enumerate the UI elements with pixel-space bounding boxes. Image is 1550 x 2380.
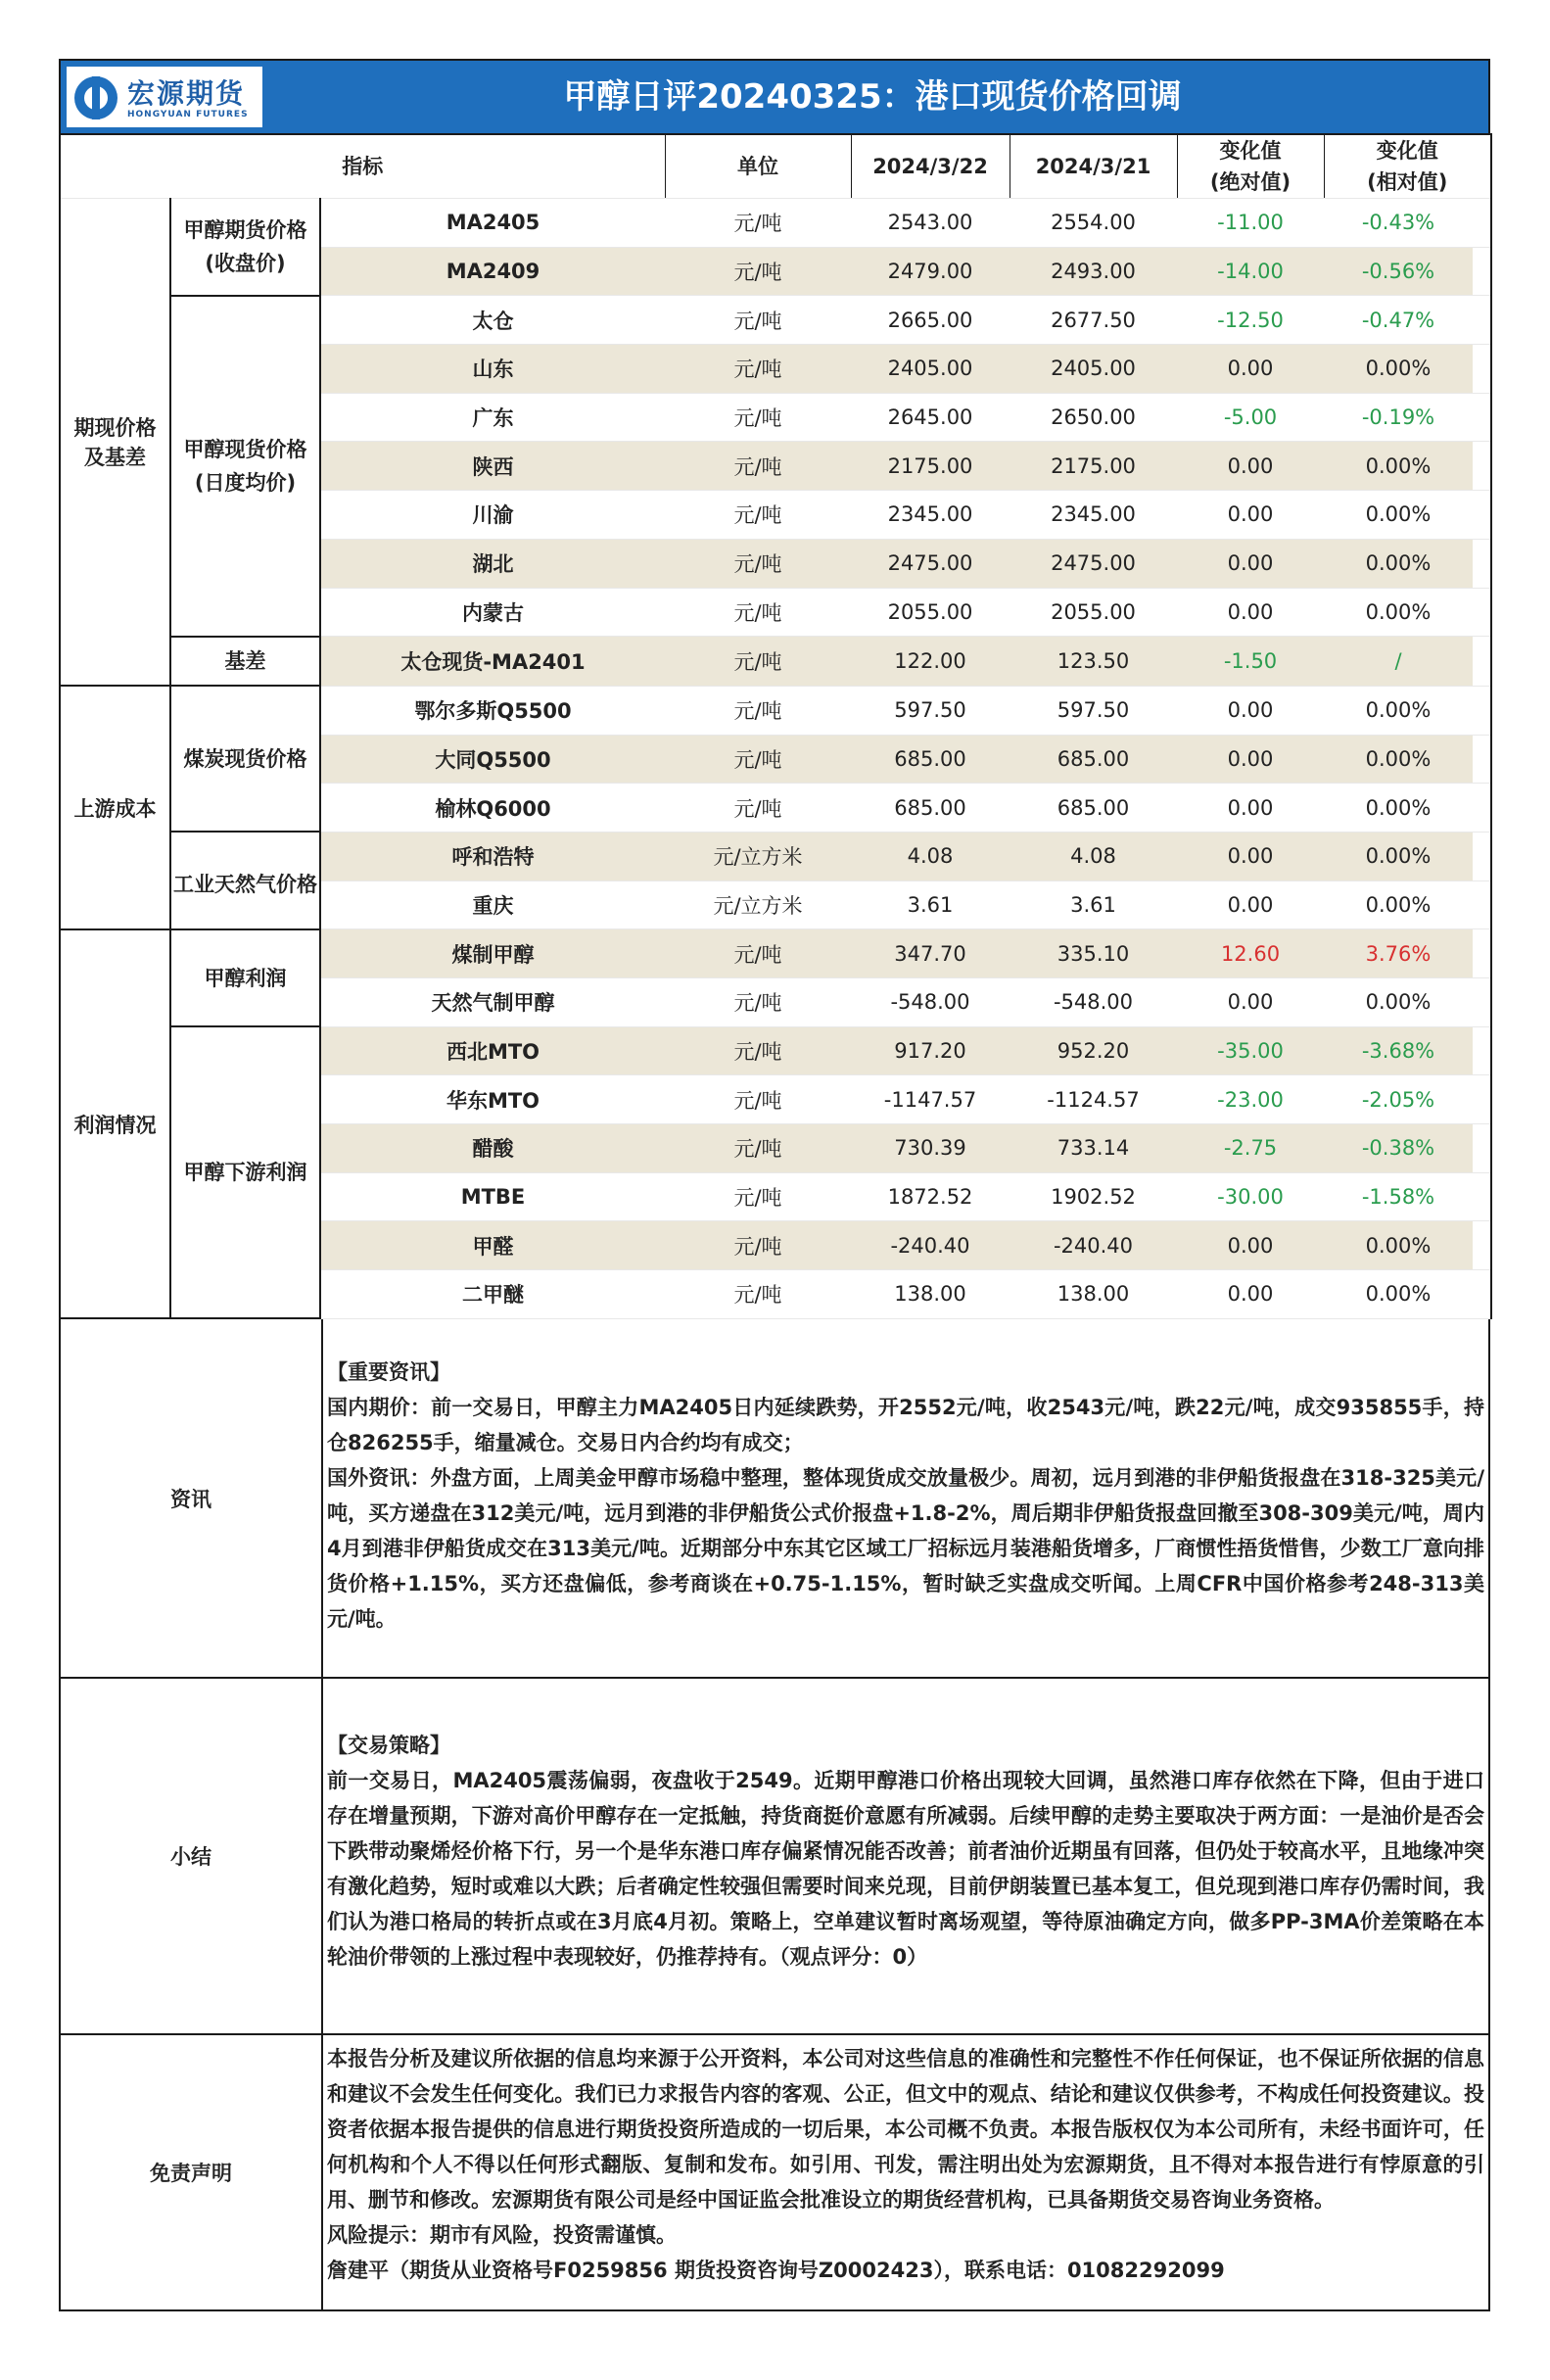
row-edge [1473, 296, 1491, 345]
row-edge [1473, 686, 1491, 735]
value-date1: 138.00 [851, 1270, 1010, 1319]
summary-strategy: 前一交易日，MA2405震荡偏弱，夜盘收于2549。近期甲醇港口价格出现较大回调，虽然港口库存依然在下降，但由于进口存在增量预期，下游对高价甲醇存在一定抵触，持货商挺价意愿有所减弱。后续甲醇的走势主要取决于两方面：一是油价是否会下跌带动聚烯烃价格下行，另一个是华东港口库存偏紧情况能否改善；前者油价近期虽有回落，但仍处于较高水平，且地缘冲突有激化趋势，短时或难以大跌；后者确定性较强但需要时间来兑现，目前伊朗装置已基本复工，但兑现到港口库存仍需时间，我们认为港口格局的转折点或在3月底4月初。策略上，空单建议暂时离场观望，等待原油确定方向，做多PP-3MA价差策略在本轮油价带领的上涨过程中表现较好，仍推荐持有。（观点评分：0） [327, 1769, 1484, 1970]
news-domestic: 国内期价：前一交易日，甲醇主力MA2405日内延续跌势，开2552元/吨，收2543元/吨，跌22元/吨，成交935855手，持仓826255手，缩量减仓。交易日内合约均有成交； [327, 1396, 1484, 1455]
indicator-name: 煤制甲醇 [320, 929, 665, 978]
rel-change-cell: 0.00% [1324, 735, 1473, 784]
indicator-name: MA2409 [320, 247, 665, 296]
indicator-table [59, 133, 1492, 1319]
row-edge [1473, 929, 1491, 978]
unit-cell: 元/吨 [665, 1026, 851, 1075]
value-date1: 2479.00 [851, 247, 1010, 296]
col-indicator: 指标 [60, 134, 665, 199]
value-date2: 2554.00 [1010, 199, 1177, 248]
row-edge [1473, 491, 1491, 540]
table-body [60, 199, 1491, 1319]
abs-change-cell: -23.00 [1177, 1075, 1324, 1124]
indicator-name: 榆林Q6000 [320, 784, 665, 833]
abs-change-cell: 0.00 [1177, 686, 1324, 735]
value-date2: 952.20 [1010, 1026, 1177, 1075]
row-edge [1473, 637, 1491, 687]
abs-change-cell: 0.00 [1177, 539, 1324, 588]
summary-heading: 【交易策略】 [327, 1734, 450, 1758]
report-header [59, 59, 1490, 133]
unit-cell: 元/吨 [665, 393, 851, 442]
row-edge [1473, 784, 1491, 833]
news-label: 资讯 [61, 1319, 323, 1677]
unit-cell: 元/吨 [665, 929, 851, 978]
value-date2: 123.50 [1010, 637, 1177, 687]
value-date1: 730.39 [851, 1124, 1010, 1173]
row-edge [1473, 539, 1491, 588]
value-date1: 2345.00 [851, 491, 1010, 540]
summary-section [59, 1679, 1490, 2035]
abs-change-cell: 12.60 [1177, 929, 1324, 978]
disclaimer-body: 本报告分析及建议所依据的信息均来源于公开资料，本公司对这些信息的准确性和完整性不作任何保证，也不保证所依据的信息和建议不会发生任何变化。我们已力求报告内容的客观、公正，但文中的观点、结论和建议仅供参考，不构成任何投资建议。投资者依据本报告提供的信息进行期货投资所造成的一切后果，本公司概不负责。本报告版权仅为本公司所有，未经书面许可，任何机构和个人不得以任何形式翻版、复制和发布。如引用、刊发，需注明出处为宏源期货，且不得对本报告进行有悖原意的引用、删节和修改。宏源期货有限公司是经中国证监会批准设立的期货经营机构，已具备期货交易咨询业务资格。 [327, 2047, 1484, 2213]
unit-cell: 元/吨 [665, 1075, 851, 1124]
indicator-name: 醋酸 [320, 1124, 665, 1173]
value-date1: 597.50 [851, 686, 1010, 735]
abs-change-cell: -1.50 [1177, 637, 1324, 687]
indicator-name: MTBE [320, 1172, 665, 1221]
value-date2: 2175.00 [1010, 442, 1177, 491]
rel-change-cell: -0.38% [1324, 1124, 1473, 1173]
value-date1: 685.00 [851, 735, 1010, 784]
row-edge [1473, 978, 1491, 1027]
rel-change-cell: 0.00% [1324, 491, 1473, 540]
abs-change-cell: -12.50 [1177, 296, 1324, 345]
rel-change-cell: -2.05% [1324, 1075, 1473, 1124]
value-date1: 2405.00 [851, 345, 1010, 394]
abs-change-cell: 0.00 [1177, 491, 1324, 540]
value-date1: 685.00 [851, 784, 1010, 833]
value-date2: 2345.00 [1010, 491, 1177, 540]
rel-change-cell: / [1324, 637, 1473, 687]
value-date1: 2665.00 [851, 296, 1010, 345]
unit-cell: 元/吨 [665, 345, 851, 394]
rel-change-cell: 0.00% [1324, 1221, 1473, 1270]
col-date2: 2024/3/21 [1010, 134, 1177, 199]
value-date2: 733.14 [1010, 1124, 1177, 1173]
logo-en-text: HONGYUAN FUTURES [127, 110, 249, 119]
row-edge [1473, 199, 1491, 248]
value-date2: 3.61 [1010, 881, 1177, 929]
abs-change-cell: 0.00 [1177, 978, 1324, 1027]
abs-change-cell: -30.00 [1177, 1172, 1324, 1221]
unit-cell: 元/吨 [665, 539, 851, 588]
row-edge [1473, 1026, 1491, 1075]
value-date1: 4.08 [851, 832, 1010, 881]
news-section [59, 1319, 1490, 1679]
unit-cell: 元/立方米 [665, 832, 851, 881]
news-heading: 【重要资讯】 [327, 1360, 450, 1385]
disclaimer-section [59, 2035, 1490, 2311]
row-edge [1473, 832, 1491, 881]
rel-change-cell: 0.00% [1324, 881, 1473, 929]
rel-change-cell: -0.47% [1324, 296, 1473, 345]
value-date2: 685.00 [1010, 784, 1177, 833]
unit-cell: 元/吨 [665, 491, 851, 540]
row-edge [1473, 735, 1491, 784]
unit-cell: 元/吨 [665, 588, 851, 637]
rel-change-cell: 0.00% [1324, 588, 1473, 637]
table-row [60, 832, 1491, 881]
table-row [60, 1026, 1491, 1075]
section-upstream-cost: 上游成本 [60, 686, 170, 928]
row-edge [1473, 1075, 1491, 1124]
analyst-contact: 詹建平（期货从业资格号F0259856 期货投资咨询号Z0002423），联系电话：01082292099 [327, 2259, 1225, 2283]
news-foreign: 国外资讯：外盘方面，上周美金甲醇市场稳中整理，整体现货成交放量极少。周初，远月到港的非伊船货报盘在318-325美元/吨，买方递盘在312美元/吨，远月到港的非伊船货公式价报盘+1.8-2%，周后期非伊船货报盘回撤至308-309美元/吨，周内4月到港非伊船货成交在313美元/吨。近期部分中东其它区域工厂招标远月装港船货增多，厂商惯性捂货惜售，少数工厂意向排货价格+1.15%，买方还盘偏低，参考商谈在+0.75-1.15%，暂时缺乏实盘成交听闻。上周CFR中国价格参考248-313美元/吨。 [327, 1466, 1484, 1632]
group-futures-price: 甲醇期货价格 (收盘价) [170, 199, 320, 296]
table-row [60, 637, 1491, 687]
unit-cell: 元/吨 [665, 637, 851, 687]
indicator-name: 二甲醚 [320, 1270, 665, 1319]
rel-change-cell: 0.00% [1324, 784, 1473, 833]
indicator-name: 川渝 [320, 491, 665, 540]
indicator-name: 内蒙古 [320, 588, 665, 637]
unit-cell: 元/吨 [665, 442, 851, 491]
unit-cell: 元/吨 [665, 1221, 851, 1270]
rel-change-cell: 0.00% [1324, 978, 1473, 1027]
rel-change-cell: 0.00% [1324, 442, 1473, 491]
section-futures-spot: 期现价格 及基差 [60, 199, 170, 687]
group-spot-price: 甲醇现货价格 (日度均价) [170, 296, 320, 637]
section-profit: 利润情况 [60, 929, 170, 1319]
value-date2: 2405.00 [1010, 345, 1177, 394]
unit-cell: 元/吨 [665, 1172, 851, 1221]
group-coal-price: 煤炭现货价格 [170, 686, 320, 832]
indicator-name: 陕西 [320, 442, 665, 491]
report-page [59, 59, 1490, 2311]
abs-change-cell: -2.75 [1177, 1124, 1324, 1173]
table-row [60, 199, 1491, 248]
value-date1: -1147.57 [851, 1075, 1010, 1124]
value-date1: 2175.00 [851, 442, 1010, 491]
indicator-name: 西北MTO [320, 1026, 665, 1075]
row-edge [1473, 345, 1491, 394]
abs-change-cell: 0.00 [1177, 588, 1324, 637]
group-basis: 基差 [170, 637, 320, 687]
row-edge [1473, 588, 1491, 637]
row-edge [1473, 1124, 1491, 1173]
abs-change-cell: -5.00 [1177, 393, 1324, 442]
unit-cell: 元/吨 [665, 978, 851, 1027]
summary-text [323, 1679, 1488, 2033]
value-date2: 2677.50 [1010, 296, 1177, 345]
summary-label: 小结 [61, 1679, 323, 2033]
rel-change-cell: 0.00% [1324, 345, 1473, 394]
abs-change-cell: 0.00 [1177, 784, 1324, 833]
report-title: 甲醇日评20240325：港口现货价格回调 [563, 77, 1182, 117]
rel-change-cell: 0.00% [1324, 539, 1473, 588]
abs-change-cell: 0.00 [1177, 881, 1324, 929]
value-date2: 4.08 [1010, 832, 1177, 881]
table-row [60, 296, 1491, 345]
indicator-name: 鄂尔多斯Q5500 [320, 686, 665, 735]
table-header-row [60, 134, 1491, 199]
rel-change-cell: -0.56% [1324, 247, 1473, 296]
disclaimer-label: 免责声明 [61, 2035, 323, 2309]
abs-change-cell: 0.00 [1177, 735, 1324, 784]
group-downstream-profit: 甲醇下游利润 [170, 1026, 320, 1318]
table-row [60, 929, 1491, 978]
value-date2: 2493.00 [1010, 247, 1177, 296]
value-date2: 597.50 [1010, 686, 1177, 735]
row-edge [1473, 247, 1491, 296]
value-date2: -1124.57 [1010, 1075, 1177, 1124]
indicator-name: MA2405 [320, 199, 665, 248]
indicator-name: 华东MTO [320, 1075, 665, 1124]
indicator-name: 广东 [320, 393, 665, 442]
indicator-name: 湖北 [320, 539, 665, 588]
indicator-name: 山东 [320, 345, 665, 394]
row-edge [1473, 1172, 1491, 1221]
row-edge [1473, 442, 1491, 491]
unit-cell: 元/吨 [665, 1270, 851, 1319]
row-edge [1473, 1270, 1491, 1319]
value-date1: 3.61 [851, 881, 1010, 929]
logo-cn-text: 宏源期货 [127, 77, 246, 110]
value-date1: 917.20 [851, 1026, 1010, 1075]
value-date2: 1902.52 [1010, 1172, 1177, 1221]
unit-cell: 元/吨 [665, 1124, 851, 1173]
indicator-name: 太仓 [320, 296, 665, 345]
news-text [323, 1319, 1488, 1677]
value-date2: 2055.00 [1010, 588, 1177, 637]
rel-change-cell: 0.00% [1324, 1270, 1473, 1319]
indicator-name: 甲醛 [320, 1221, 665, 1270]
group-gas-price: 工业天然气价格 [170, 832, 320, 928]
group-methanol-profit: 甲醇利润 [170, 929, 320, 1026]
row-edge [1473, 393, 1491, 442]
col-abs-change: 变化值 (绝对值) [1177, 134, 1324, 199]
value-date2: -548.00 [1010, 978, 1177, 1027]
disclaimer-text [323, 2035, 1488, 2309]
value-date1: 2475.00 [851, 539, 1010, 588]
value-date1: 1872.52 [851, 1172, 1010, 1221]
logo-mark-icon [74, 76, 117, 119]
unit-cell: 元/吨 [665, 686, 851, 735]
abs-change-cell: 0.00 [1177, 1270, 1324, 1319]
value-date2: 2650.00 [1010, 393, 1177, 442]
col-unit: 单位 [665, 134, 851, 199]
abs-change-cell: 0.00 [1177, 832, 1324, 881]
indicator-name: 太仓现货-MA2401 [320, 637, 665, 687]
abs-change-cell: 0.00 [1177, 345, 1324, 394]
value-date1: 2645.00 [851, 393, 1010, 442]
abs-change-cell: -14.00 [1177, 247, 1324, 296]
unit-cell: 元/吨 [665, 735, 851, 784]
value-date1: -548.00 [851, 978, 1010, 1027]
value-date2: 138.00 [1010, 1270, 1177, 1319]
unit-cell: 元/吨 [665, 784, 851, 833]
value-date1: -240.40 [851, 1221, 1010, 1270]
abs-change-cell: 0.00 [1177, 442, 1324, 491]
value-date1: 122.00 [851, 637, 1010, 687]
abs-change-cell: 0.00 [1177, 1221, 1324, 1270]
col-date1: 2024/3/22 [851, 134, 1010, 199]
abs-change-cell: -35.00 [1177, 1026, 1324, 1075]
rel-change-cell: 0.00% [1324, 686, 1473, 735]
table-row [60, 686, 1491, 735]
row-edge [1473, 881, 1491, 929]
value-date2: 2475.00 [1010, 539, 1177, 588]
value-date1: 347.70 [851, 929, 1010, 978]
value-date2: -240.40 [1010, 1221, 1177, 1270]
value-date2: 335.10 [1010, 929, 1177, 978]
rel-change-cell: -0.43% [1324, 199, 1473, 248]
rel-change-cell: -1.58% [1324, 1172, 1473, 1221]
value-date1: 2055.00 [851, 588, 1010, 637]
unit-cell: 元/吨 [665, 199, 851, 248]
rel-change-cell: -3.68% [1324, 1026, 1473, 1075]
row-edge [1473, 1221, 1491, 1270]
indicator-name: 天然气制甲醇 [320, 978, 665, 1027]
unit-cell: 元/吨 [665, 296, 851, 345]
risk-warning: 风险提示：期市有风险，投资需谨慎。 [327, 2223, 677, 2248]
rel-change-cell: 0.00% [1324, 832, 1473, 881]
indicator-name: 呼和浩特 [320, 832, 665, 881]
rel-change-cell: 3.76% [1324, 929, 1473, 978]
rel-change-cell: -0.19% [1324, 393, 1473, 442]
value-date1: 2543.00 [851, 199, 1010, 248]
col-rel-change: 变化值 (相对值) [1324, 134, 1491, 199]
company-logo [67, 67, 262, 127]
unit-cell: 元/吨 [665, 247, 851, 296]
value-date2: 685.00 [1010, 735, 1177, 784]
abs-change-cell: -11.00 [1177, 199, 1324, 248]
indicator-name: 大同Q5500 [320, 735, 665, 784]
indicator-name: 重庆 [320, 881, 665, 929]
unit-cell: 元/立方米 [665, 881, 851, 929]
